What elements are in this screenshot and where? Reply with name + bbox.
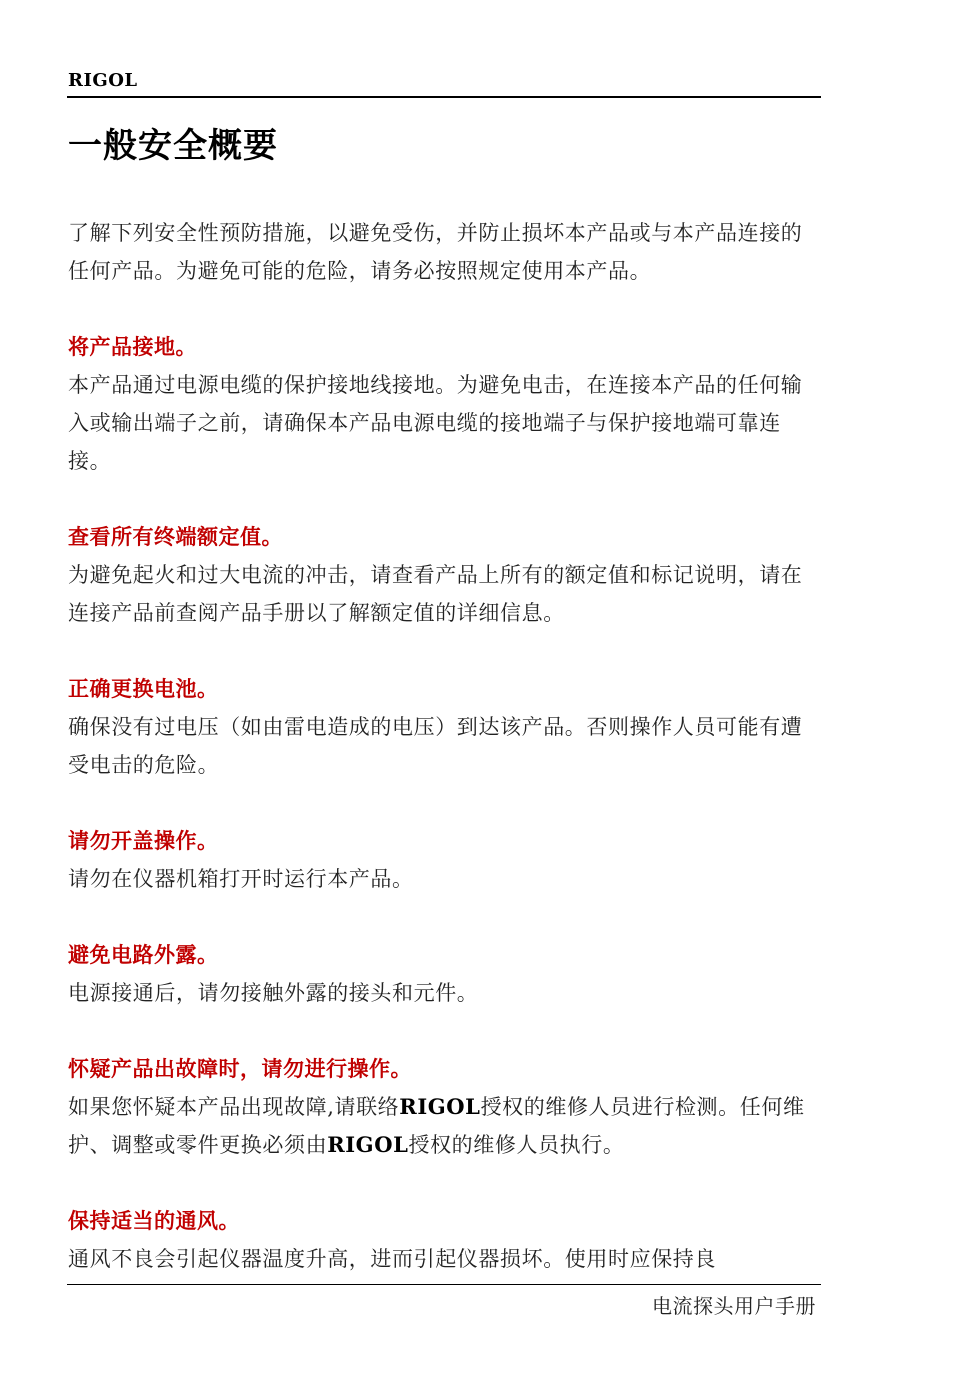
section-suspected-failure — [68, 1050, 808, 1164]
section-body: 本产品通过电源电缆的保护接地线接地。为避免电击，在连接本产品的任何输入或输出端子之前，请确保本产品电源电缆的接地端子与保护接地端可靠连接。 — [68, 373, 803, 473]
section-body: 通风不良会引起仪器温度升高，进而引起仪器损坏。使用时应保持良 — [68, 1247, 716, 1271]
section-body: 电源接通后，请勿接触外露的接头和元件。 — [68, 981, 479, 1005]
section-heading: 将产品接地。 — [68, 335, 197, 359]
footer-divider — [67, 1284, 821, 1285]
section-heading: 正确更换电池。 — [68, 677, 219, 701]
section-body: 为避免起火和过大电流的冲击，请查看产品上所有的额定值和标记说明，请在连接产品前查阅产品手册以了解额定值的详细信息。 — [68, 563, 803, 625]
section-body: 确保没有过电压（如由雷电造成的电压）到达该产品。否则操作人员可能有遭受电击的危险。 — [68, 715, 803, 777]
page-title: 一般安全概要 — [68, 126, 278, 166]
section-grounding — [68, 328, 808, 480]
section-heading: 避免电路外露。 — [68, 943, 219, 967]
brand-inline: RIGOL — [327, 1132, 409, 1157]
section-heading: 查看所有终端额定值。 — [68, 525, 283, 549]
content-area — [68, 214, 808, 1278]
body-text: 授权的维修人员进行检测。任何维护、调整或零件更换必须由 — [68, 1095, 805, 1157]
section-ratings — [68, 518, 808, 632]
section-body: 请勿在仪器机箱打开时运行本产品。 — [68, 867, 414, 891]
header-divider — [67, 96, 821, 98]
section-heading: 请勿开盖操作。 — [68, 829, 219, 853]
header-brand: RIGOL — [68, 70, 138, 91]
section-ventilation — [68, 1202, 808, 1278]
section-cover — [68, 822, 808, 898]
section-body — [68, 1088, 808, 1164]
intro-paragraph: 了解下列安全性预防措施，以避免受伤，并防止损坏本产品或与本产品连接的任何产品。为避免可能的危险，请务必按照规定使用本产品。 — [68, 221, 803, 283]
body-text: 授权的维修人员执行。 — [408, 1133, 625, 1157]
section-battery — [68, 670, 808, 784]
section-heading: 怀疑产品出故障时，请勿进行操作。 — [68, 1057, 412, 1081]
footer-manual-title: 电流探头用户手册 — [652, 1294, 816, 1318]
brand-inline: RIGOL — [399, 1094, 481, 1119]
section-exposed-circuit — [68, 936, 808, 1012]
body-text: 如果您怀疑本产品出现故障,请联络 — [68, 1095, 400, 1119]
section-heading: 保持适当的通风。 — [68, 1209, 240, 1233]
